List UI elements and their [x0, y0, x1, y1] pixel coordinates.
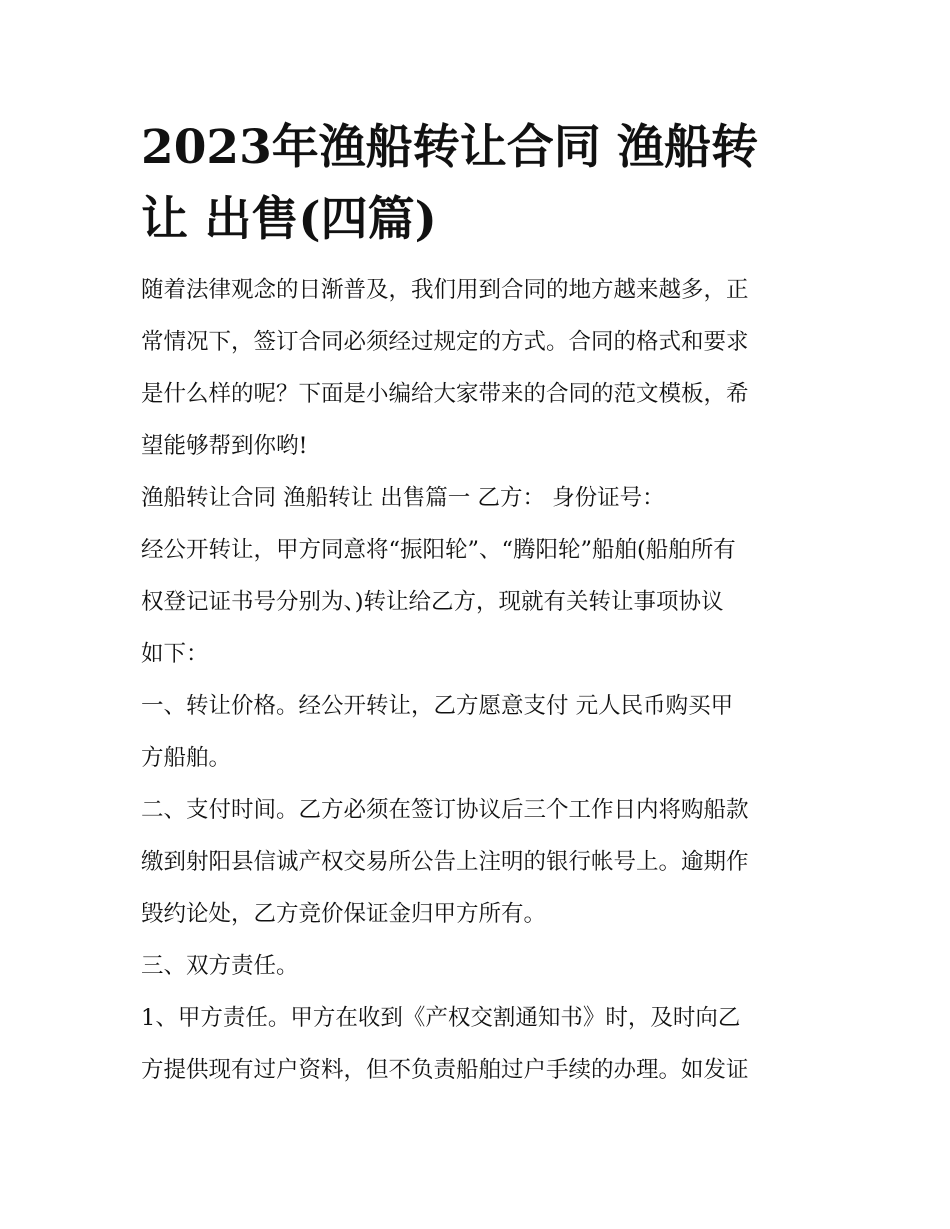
body-line: 1、甲方责任。甲方在收到《产权交割通知书》时，及时向乙	[141, 1005, 741, 1031]
body-line: 是什么样的呢？下面是小编给大家带来的合同的范文模板，希	[141, 381, 749, 407]
body-line: 如下：	[141, 641, 209, 667]
body-line: 望能够帮到你哟!	[141, 433, 308, 459]
document-page	[141, 112, 821, 1096]
body-line: 三、双方责任。	[141, 953, 299, 979]
body-line: 随着法律观念的日渐普及，我们用到合同的地方越来越多，正	[141, 277, 749, 303]
document-body	[141, 264, 821, 1096]
body-line: 二、支付时间。乙方必须在签订协议后三个工作日内将购船款	[141, 797, 749, 823]
body-line: 缴到射阳县信诚产权交易所公告上注明的银行帐号上。逾期作	[141, 849, 749, 875]
body-line: 经公开转让，甲方同意将“振阳轮”、“腾阳轮”船舶(船舶所有	[141, 537, 736, 563]
title-line-1: 2023年渔船转让合同 渔船转	[141, 120, 759, 175]
body-line: 一、转让价格。经公开转让，乙方愿意支付 元人民币购买甲	[141, 693, 734, 719]
document-title	[141, 112, 821, 256]
body-line: 方提供现有过户资料，但不负责船舶过户手续的办理。如发证	[141, 1057, 749, 1083]
title-line-2: 让 出售(四篇)	[141, 192, 437, 247]
body-line: 渔船转让合同 渔船转让 出售篇一 乙方： 身份证号：	[141, 485, 665, 511]
body-line: 权登记证书号分别为、)转让给乙方，现就有关转让事项协议	[141, 589, 724, 615]
body-line: 毁约论处，乙方竞价保证金归甲方所有。	[141, 901, 547, 927]
body-line: 常情况下，签订合同必须经过规定的方式。合同的格式和要求	[141, 329, 749, 355]
body-line: 方船舶。	[141, 745, 232, 771]
